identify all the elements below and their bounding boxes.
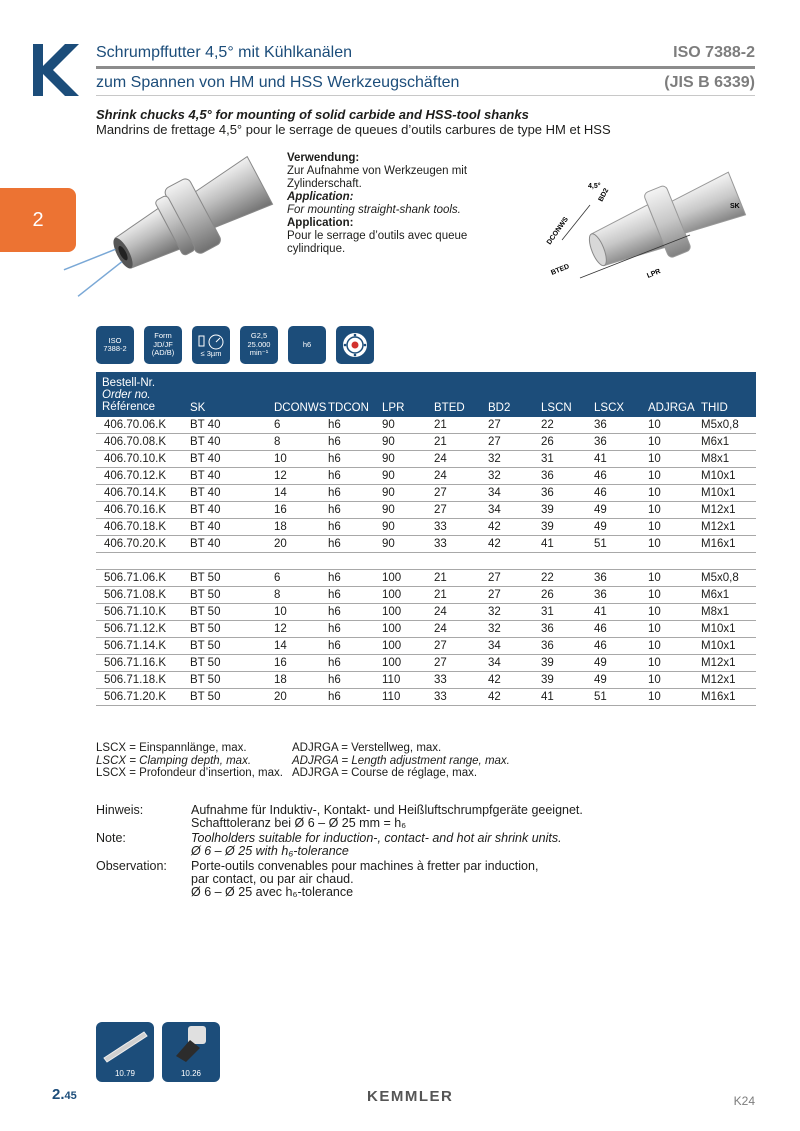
table-row: [96, 519, 756, 536]
table-cell: 20: [274, 538, 287, 550]
table-cell: 10: [648, 674, 661, 686]
table-cell: BT 40: [190, 538, 221, 550]
note-de-line2: Schafttoleranz bei Ø 6 – Ø 25 mm = h₆: [191, 816, 407, 830]
runout-label: ≤ 3µm: [200, 348, 222, 358]
table-cell: 46: [594, 487, 607, 499]
table-cell: 406.70.12.K: [104, 470, 167, 482]
table-cell: M8x1: [701, 453, 730, 465]
table-cell: 46: [594, 640, 607, 652]
table-cell: 10: [648, 453, 661, 465]
table-cell: BT 40: [190, 419, 221, 431]
table-cell: BT 40: [190, 470, 221, 482]
tolerance-label: h6: [302, 339, 312, 349]
table-cell: 51: [594, 691, 607, 703]
table-cell: 36: [541, 470, 554, 482]
table-cell: h6: [328, 589, 341, 601]
table-cell: M12x1: [701, 521, 736, 533]
table-cell: BT 50: [190, 657, 221, 669]
table-cell: 506.71.16.K: [104, 657, 167, 669]
table-row: [96, 587, 756, 604]
usage-fr-label: Application:: [287, 217, 354, 229]
table-cell: 32: [488, 470, 501, 482]
legend-lscx-fr: LSCX = Profondeur d’insertion, max.: [96, 767, 283, 779]
table-cell: M5x0,8: [701, 572, 739, 584]
table-cell: 10: [648, 436, 661, 448]
table-cell: M5x0,8: [701, 419, 739, 431]
related-product-code: 10.79: [114, 1069, 136, 1078]
note-fr-line1: Porte-outils convenables pour machines à fretter par induction,: [191, 859, 539, 873]
table-cell: 49: [594, 657, 607, 669]
col-header-bd2: BD2: [488, 402, 511, 414]
table-cell: h6: [328, 453, 341, 465]
table-cell: 39: [541, 657, 554, 669]
table-cell: M10x1: [701, 487, 736, 499]
table-cell: 16: [274, 504, 287, 516]
table-cell: M8x1: [701, 606, 730, 618]
balance-line3: min⁻¹: [249, 348, 269, 358]
table-cell: h6: [328, 419, 341, 431]
table-cell: 10: [648, 572, 661, 584]
table-cell: 31: [541, 453, 554, 465]
table-cell: 39: [541, 521, 554, 533]
col-header-lscx: LSCX: [594, 402, 625, 414]
table-cell: 34: [488, 504, 501, 516]
table-cell: M16x1: [701, 691, 736, 703]
col-header-sk: SK: [190, 402, 206, 414]
table-cell: BT 50: [190, 606, 221, 618]
table-cell: 16: [274, 657, 287, 669]
brand-footer: KEMMLER: [367, 1088, 454, 1105]
table-cell: 36: [594, 436, 607, 448]
table-cell: 100: [382, 606, 402, 618]
table-cell: 90: [382, 504, 395, 516]
note-fr-line2: par contact, ou par air chaud.: [191, 872, 354, 886]
table-cell: M10x1: [701, 623, 736, 635]
table-cell: 34: [488, 657, 501, 669]
legend-lscx-en: LSCX = Clamping depth, max.: [96, 754, 252, 767]
note-de-label: Hinweis:: [96, 803, 144, 817]
table-row: [96, 621, 756, 638]
table-cell: BT 50: [190, 640, 221, 652]
table-row: [96, 638, 756, 655]
table-cell: 406.70.16.K: [104, 504, 167, 516]
table-cell: 34: [488, 640, 501, 652]
section-tab[interactable]: 2: [0, 188, 76, 252]
usage-en-label: Application:: [287, 191, 354, 203]
table-cell: 21: [434, 436, 447, 448]
col-header-thid: THID: [701, 402, 728, 414]
table-cell: BT 50: [190, 589, 221, 601]
table-header: [96, 372, 756, 417]
drawing-angle-label: 4,5°: [588, 183, 601, 190]
table-cell: 22: [541, 572, 554, 584]
table-cell: 27: [434, 657, 447, 669]
drawing-sk-label: SK: [730, 203, 740, 210]
table-group-bt40: [96, 417, 756, 553]
table-cell: BT 40: [190, 504, 221, 516]
table-cell: 24: [434, 470, 447, 482]
table-cell: 24: [434, 606, 447, 618]
col-header-lpr: LPR: [382, 402, 405, 414]
usage-de-text: Zur Aufnahme von Werkzeugen mit Zylinderschaft.: [287, 165, 468, 190]
related-product-code: 10.26: [180, 1069, 202, 1078]
table-cell: BT 40: [190, 436, 221, 448]
table-cell: h6: [328, 623, 341, 635]
table-cell: BT 50: [190, 623, 221, 635]
table-cell: M6x1: [701, 589, 730, 601]
table-cell: 10: [274, 606, 287, 618]
col-header-bted: BTED: [434, 402, 465, 414]
header-divider: [96, 66, 755, 69]
table-cell: 100: [382, 657, 402, 669]
standard-alt-label: (JIS B 6339): [664, 74, 755, 91]
iso-standard-icon: [96, 326, 134, 364]
table-cell: M6x1: [701, 436, 730, 448]
related-products: [96, 1022, 220, 1082]
target-icon: [340, 330, 370, 360]
product-table: [96, 372, 756, 706]
order-header-fr: Référence: [102, 401, 156, 413]
table-cell: 36: [594, 419, 607, 431]
col-header-lscn: LSCN: [541, 402, 572, 414]
table-cell: M12x1: [701, 504, 736, 516]
table-cell: 42: [488, 538, 501, 550]
table-row: [96, 604, 756, 621]
table-cell: 10: [648, 538, 661, 550]
table-cell: h6: [328, 657, 341, 669]
table-cell: 406.70.10.K: [104, 453, 167, 465]
table-cell: 46: [594, 623, 607, 635]
usage-en-text: For mounting straight-shank tools.: [287, 204, 461, 216]
table-cell: 90: [382, 487, 395, 499]
table-cell: 90: [382, 521, 395, 533]
table-row: [96, 655, 756, 672]
table-cell: 406.70.08.K: [104, 436, 167, 448]
table-cell: 41: [541, 691, 554, 703]
table-cell: h6: [328, 572, 341, 584]
table-cell: h6: [328, 691, 341, 703]
kemmler-logo: [33, 44, 79, 96]
order-header-en: Order no.: [102, 389, 151, 401]
page-number: [52, 1086, 77, 1103]
table-cell: BT 40: [190, 453, 221, 465]
col-header-dconws: DCONWS: [274, 402, 327, 414]
related-product-thumb[interactable]: [96, 1022, 154, 1082]
table-cell: 14: [274, 487, 287, 499]
related-product-thumb[interactable]: [162, 1022, 220, 1082]
table-cell: 32: [488, 623, 501, 635]
table-cell: h6: [328, 487, 341, 499]
table-cell: 506.71.10.K: [104, 606, 167, 618]
table-cell: 406.70.06.K: [104, 419, 167, 431]
table-cell: BT 50: [190, 674, 221, 686]
table-cell: 90: [382, 538, 395, 550]
table-cell: BT 50: [190, 572, 221, 584]
table-cell: 90: [382, 453, 395, 465]
table-cell: 100: [382, 572, 402, 584]
table-cell: h6: [328, 640, 341, 652]
usage-de-label: Verwendung:: [287, 152, 360, 164]
table-cell: 10: [648, 470, 661, 482]
table-cell: BT 40: [190, 521, 221, 533]
table-cell: 49: [594, 674, 607, 686]
table-cell: 506.71.12.K: [104, 623, 167, 635]
table-cell: 18: [274, 521, 287, 533]
table-cell: 10: [648, 504, 661, 516]
feature-icons: [96, 326, 374, 364]
note-fr-line3: Ø 6 – Ø 25 avec h₆-tolerance: [191, 885, 354, 899]
table-cell: 110: [382, 674, 401, 686]
iso-icon-line2: 7388-2: [103, 344, 127, 353]
table-cell: 10: [648, 691, 661, 703]
table-cell: 36: [594, 589, 607, 601]
table-cell: 27: [488, 436, 501, 448]
table-cell: h6: [328, 538, 341, 550]
usage-fr-text: Pour le serrage d’outils avec queue cylindrique.: [287, 230, 468, 255]
table-cell: 27: [434, 640, 447, 652]
table-cell: M12x1: [701, 657, 736, 669]
table-cell: 6: [274, 572, 281, 584]
gauge-icon: [197, 332, 225, 350]
drawing-bted-label: BTED: [550, 263, 571, 277]
table-cell: 6: [274, 419, 281, 431]
table-row: [96, 468, 756, 485]
table-cell: 100: [382, 589, 402, 601]
table-cell: 24: [434, 623, 447, 635]
table-cell: 42: [488, 674, 501, 686]
table-cell: 26: [541, 436, 554, 448]
table-row: [96, 570, 756, 587]
order-number-header: [102, 377, 155, 413]
table-cell: 10: [274, 453, 287, 465]
table-row: [96, 502, 756, 519]
table-group-spacer: [96, 553, 756, 570]
table-cell: 10: [648, 589, 661, 601]
table-cell: 31: [541, 606, 554, 618]
table-row: [96, 485, 756, 502]
pull-stud-icon: [162, 1022, 220, 1066]
note-en-label: Note:: [96, 831, 126, 845]
form-icon-line2: JD/JF: [153, 339, 173, 349]
page-number-sub: 45: [64, 1090, 77, 1102]
header-divider-thin: [96, 95, 755, 96]
table-cell: 33: [434, 538, 447, 550]
legend-lscx-de: LSCX = Einspannlänge, max.: [96, 742, 247, 754]
table-cell: h6: [328, 470, 341, 482]
table-row: [96, 672, 756, 689]
table-row: [96, 536, 756, 553]
table-cell: 100: [382, 640, 402, 652]
table-cell: 39: [541, 674, 554, 686]
table-cell: 90: [382, 419, 395, 431]
table-cell: 26: [541, 589, 554, 601]
table-cell: 32: [488, 453, 501, 465]
table-cell: M10x1: [701, 470, 736, 482]
table-cell: 36: [541, 487, 554, 499]
table-cell: 406.70.18.K: [104, 521, 167, 533]
table-cell: 506.71.14.K: [104, 640, 167, 652]
table-cell: 10: [648, 521, 661, 533]
table-cell: h6: [328, 606, 341, 618]
page-title: Schrumpffutter 4,5° mit Kühlkanälen: [96, 44, 353, 61]
table-cell: 12: [274, 623, 287, 635]
table-cell: 10: [648, 657, 661, 669]
table-cell: M10x1: [701, 640, 736, 652]
table-cell: 10: [648, 606, 661, 618]
form-icon: [144, 326, 182, 364]
form-icon-line3: (AD/B): [151, 348, 175, 358]
abbreviation-legend: [96, 742, 510, 780]
table-cell: 27: [488, 572, 501, 584]
table-cell: 100: [382, 623, 402, 635]
table-cell: h6: [328, 436, 341, 448]
runout-gauge-icon: [192, 326, 230, 364]
table-cell: 506.71.08.K: [104, 589, 167, 601]
table-cell: 41: [594, 606, 607, 618]
usage-block: [287, 152, 487, 256]
legend-adjrga-en: ADJRGA = Length adjustment range, max.: [292, 754, 510, 767]
table-cell: 18: [274, 674, 287, 686]
table-cell: 110: [382, 691, 401, 703]
subtitle-fr: Mandrins de frettage 4,5° pour le serrage de queues d’outils carbures de type HM et HSS: [96, 122, 611, 137]
table-cell: 8: [274, 436, 281, 448]
table-cell: BT 50: [190, 691, 221, 703]
table-cell: 33: [434, 691, 447, 703]
form-icon-line1: Form: [154, 331, 172, 341]
table-cell: 36: [541, 640, 554, 652]
table-cell: 36: [541, 623, 554, 635]
shrink-chuck-image: [56, 150, 286, 300]
balance-line2: 25.000: [247, 339, 271, 349]
table-cell: 49: [594, 504, 607, 516]
note-en-line2: Ø 6 – Ø 25 with h₆-tolerance: [191, 844, 349, 858]
table-cell: h6: [328, 504, 341, 516]
iso-icon-line1: ISO: [108, 335, 122, 345]
table-cell: 90: [382, 436, 395, 448]
table-cell: 21: [434, 572, 447, 584]
table-cell: 41: [541, 538, 554, 550]
page-subtitle-de: zum Spannen von HM und HSS Werkzeugschäften: [96, 74, 460, 91]
notes-block: [96, 804, 583, 901]
table-cell: 42: [488, 691, 501, 703]
table-cell: 41: [594, 453, 607, 465]
drawing-lpr-label: LPR: [646, 268, 662, 280]
table-group-bt50: [96, 570, 756, 706]
drawing-bd2-label: BD2: [597, 187, 611, 203]
note-fr-label: Observation:: [96, 859, 167, 873]
table-cell: 39: [541, 504, 554, 516]
table-cell: 51: [594, 538, 607, 550]
table-cell: 36: [594, 572, 607, 584]
table-cell: h6: [328, 521, 341, 533]
table-cell: 24: [434, 453, 447, 465]
table-cell: 21: [434, 589, 447, 601]
table-cell: 10: [648, 487, 661, 499]
order-header-de: Bestell-Nr.: [102, 377, 156, 389]
table-cell: 90: [382, 470, 395, 482]
table-cell: h6: [328, 674, 341, 686]
drawing-dconws-label: DCONWS: [545, 216, 570, 247]
coolant-channel-icon: [336, 326, 374, 364]
table-cell: 27: [488, 589, 501, 601]
table-cell: 506.71.20.K: [104, 691, 167, 703]
table-cell: 42: [488, 521, 501, 533]
balance-line1: G2,5: [250, 331, 268, 341]
table-row: [96, 451, 756, 468]
standard-label: ISO 7388-2: [673, 44, 755, 61]
col-header-adjrga: ADJRGA: [648, 402, 695, 414]
table-cell: 27: [434, 504, 447, 516]
table-cell: 12: [274, 470, 287, 482]
table-cell: 46: [594, 470, 607, 482]
table-cell: 14: [274, 640, 287, 652]
col-header-tdcon: TDCON: [328, 402, 369, 414]
table-row: [96, 689, 756, 706]
table-cell: M16x1: [701, 538, 736, 550]
table-cell: 21: [434, 419, 447, 431]
table-cell: 22: [541, 419, 554, 431]
table-cell: 27: [434, 487, 447, 499]
technical-drawing: [540, 150, 770, 310]
table-cell: BT 40: [190, 487, 221, 499]
table-cell: 506.71.18.K: [104, 674, 167, 686]
table-cell: 10: [648, 640, 661, 652]
table-cell: 34: [488, 487, 501, 499]
table-row: [96, 417, 756, 434]
table-cell: 32: [488, 606, 501, 618]
legend-adjrga-de: ADJRGA = Verstellweg, max.: [292, 742, 442, 754]
table-cell: 406.70.14.K: [104, 487, 167, 499]
table-cell: 49: [594, 521, 607, 533]
extension-rod-icon: [96, 1022, 154, 1066]
table-cell: 20: [274, 691, 287, 703]
table-cell: M12x1: [701, 674, 736, 686]
table-cell: 10: [648, 419, 661, 431]
note-en-line1: Toolholders suitable for induction-, contact- and hot air shrink units.: [191, 831, 562, 845]
table-cell: 506.71.06.K: [104, 572, 167, 584]
table-cell: 27: [488, 419, 501, 431]
legend-adjrga-fr: ADJRGA = Course de réglage, max.: [292, 767, 478, 779]
table-cell: 406.70.20.K: [104, 538, 167, 550]
subtitle-en: Shrink chucks 4,5° for mounting of solid carbide and HSS-tool shanks: [96, 107, 529, 122]
catalog-code: K24: [733, 1094, 755, 1108]
tolerance-icon: [288, 326, 326, 364]
page-number-main: 2.: [52, 1086, 65, 1103]
table-cell: 33: [434, 674, 447, 686]
table-cell: 10: [648, 623, 661, 635]
table-row: [96, 434, 756, 451]
note-de-line1: Aufnahme für Induktiv-, Kontakt- und Heißluftschrumpfgeräte geeignet.: [191, 803, 583, 817]
balance-icon: [240, 326, 278, 364]
table-cell: 8: [274, 589, 281, 601]
table-cell: 33: [434, 521, 447, 533]
